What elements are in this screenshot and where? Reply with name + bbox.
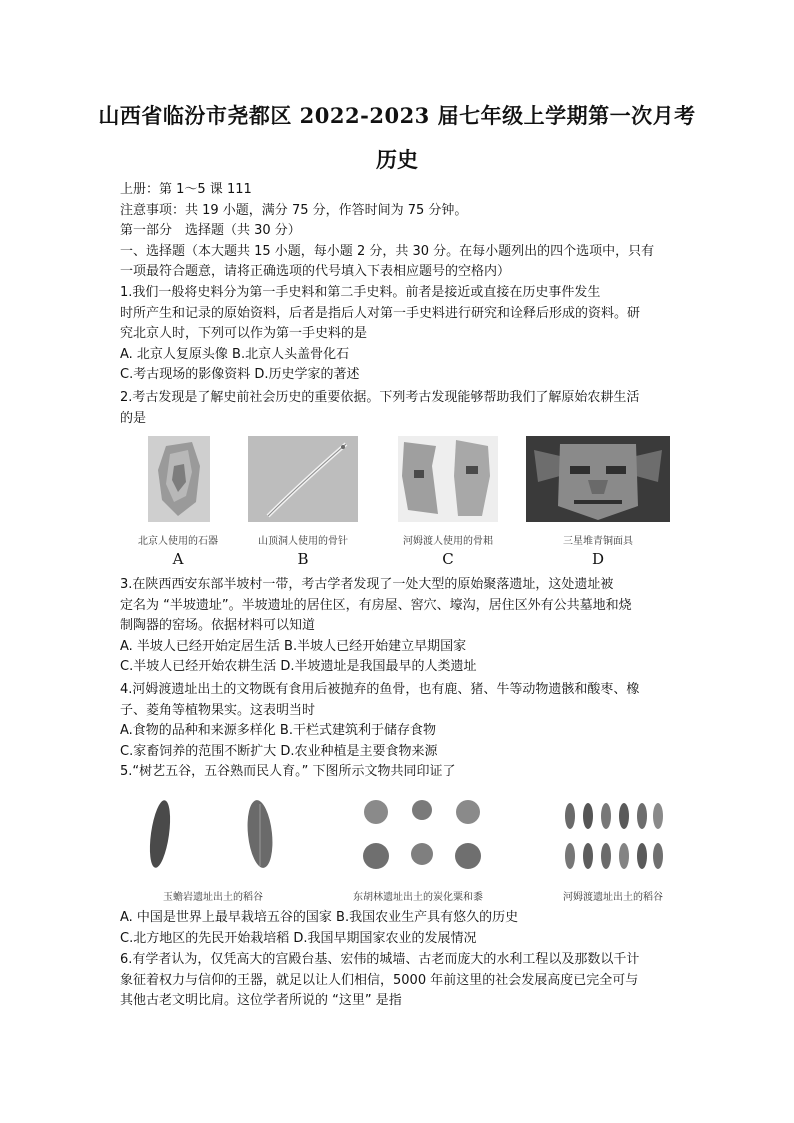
question-text: 时所产生和记录的原始资料，后者是指后人对第一手史料进行研究和诠释后形成的资料。研 [120,305,641,321]
question-text: 制陶器的窑场。依据材料可以知道 [120,618,316,633]
intro-block [120,180,680,283]
question-6 [120,950,680,1012]
figure-caption: 东胡林遗址出土的炭化粟和黍 [353,892,483,903]
question-option: C.北方地区的先民开始栽培稻 D.我国早期国家农业的发展情况 [120,930,477,946]
question-text: 子、菱角等植物果实。这表明当时 [120,702,316,718]
question-text: 其他古老文明比肩。这位学者所说的 “这里” 是指 [120,993,402,1008]
figure-caption: 山顶洞人使用的骨针 [258,536,348,547]
question-2 [120,388,680,429]
figure-caption: 三星堆青铜面具 [563,536,633,547]
bone-needle-image [248,436,358,522]
intro-line: 第一部分 选择题（共 30 分） [120,223,301,238]
figure-caption: 河姆渡人使用的骨耜 [403,536,493,547]
stone-tool-image [148,436,210,522]
question-5-options [120,908,680,949]
intro-line: 注意事项：共 19 小题，满分 75 分，作答时间为 75 分钟。 [120,202,468,218]
question-text: 究北京人时，下列可以作为第一手史料的是 [120,326,368,341]
question-option: C.家畜饲养的范围不断扩大 D.农业种植是主要食物来源 [120,743,438,759]
exam-subject: 历史 [376,147,418,172]
question-option: C.半坡人已经开始农耕生活 D.半坡遗址是我国最早的人类遗址 [120,659,477,674]
q5-figure-row [118,790,678,905]
question-text: 1.我们一般将史料分为第一手史料和第二手史料。前者是接近或直接在历史事件发生 [120,285,601,300]
question-3 [120,575,680,678]
rice-grain-image [128,794,298,876]
question-text: 2.考古发现是了解史前社会历史的重要依据。下列考古发现能够帮助我们了解原始农耕生活 [120,390,640,405]
question-option: A. 北京人复原头像 B.北京人头盖骨化石 [120,346,350,362]
question-text: 3.在陕西西安东部半坡村一带，考古学者发现了一处大型的原始聚落遗址，这处遗址被 [120,577,614,592]
q2-figure-row [118,432,678,572]
hemudu-rice-image [558,796,668,878]
question-1 [120,283,680,386]
question-text: 6.有学者认为，仅凭高大的宫殿台基、宏伟的城墙、古老而庞大的水利工程以及那数以千计 [120,952,640,967]
option-letter: D [591,550,605,568]
question-text: 5.“树艺五谷，五谷熟而民人育。” 下图所示文物共同印证了 [120,764,456,779]
millet-image [338,792,498,882]
exam-title: 山西省临汾市尧都区 2022-2023 届七年级上学期第一次月考 [98,103,696,128]
bone-spade-image [398,436,498,522]
question-text: 象征着权力与信仰的王器，就足以让人们相信，5000 年前这里的社会发展高度已完全可与 [120,972,639,988]
figure-caption: 玉蟾岩遗址出土的稻谷 [163,892,263,903]
question-text: 4.河姆渡遗址出土的文物既有食用后被抛弃的鱼骨，也有鹿、猪、牛等动物遗骸和酸枣、橡 [120,682,640,697]
question-option: A. 半坡人已经开始定居生活 B.半坡人已经开始建立早期国家 [120,638,467,654]
question-4 [120,680,680,783]
option-letter: B [297,550,309,568]
figure-caption: 河姆渡遗址出土的稻谷 [563,892,663,903]
question-option: A.食物的品种和来源多样化 B.干栏式建筑利于储存食物 [120,723,436,738]
question-option: A. 中国是世界上最早栽培五谷的国家 B.我国农业生产具有悠久的历史 [120,910,519,925]
question-text: 定名为 “半坡遗址”。半坡遗址的居住区，有房屋、窖穴、壕沟，居住区外有公共墓地和烧 [120,597,632,613]
option-letter: A [172,550,184,568]
question-text: 的是 [120,410,147,426]
bronze-mask-image [526,436,670,522]
intro-line: 一项最符合题意，请将正确选项的代号填入下表相应题号的空格内） [120,264,511,279]
question-option: C.考古现场的影像资料 D.历史学家的著述 [120,367,360,382]
option-letter: C [442,550,454,568]
intro-line: 上册：第 1～5 课 111 [120,182,252,197]
figure-caption: 北京人使用的石器 [138,536,218,547]
intro-line: 一、选择题（本大题共 15 小题，每小题 2 分，共 30 分。在每小题列出的四个选项中，只有 [120,243,655,259]
